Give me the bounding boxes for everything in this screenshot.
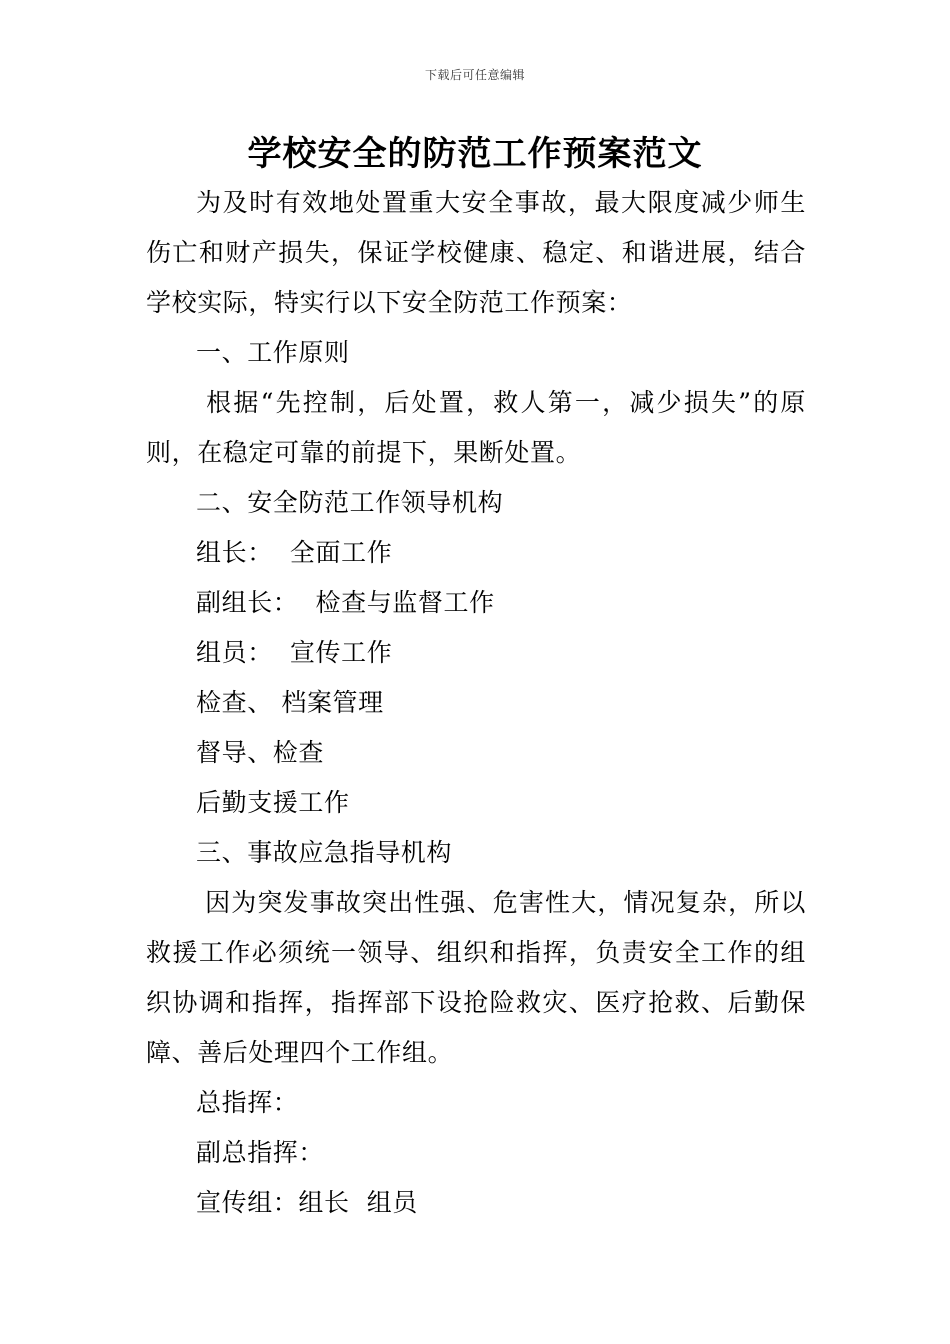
line-leader: 组长： 全面工作 xyxy=(196,538,393,567)
line-deputy-leader: 副组长： 检查与监督工作 xyxy=(196,588,495,617)
line-supervision: 督导、检查 xyxy=(196,738,325,767)
line-members: 组员： 宣传工作 xyxy=(196,638,393,667)
paragraph-intro: 为及时有效地处置重大安全事故，最大限度减少师生伤亡和财产损失，保证学校健康、稳定、和谐进展，结合学校实际，特实行以下安全防范工作预案： xyxy=(146,188,806,317)
header-note: 下载后可任意编辑 xyxy=(424,68,525,82)
paragraph-emergency: 因为突发事故突出性强、危害性大，情况复杂，所以救援工作必须统一领导、组织和指挥，负责安全工作的组织协调和指挥，指挥部下设抢险救灾、医疗抢救、后勤保障、善后处理四个工作组。 xyxy=(146,888,807,1067)
line-publicity-group: 宣传组：组长 组员 xyxy=(196,1188,418,1217)
document-body xyxy=(146,178,806,1228)
section-heading-emergency: 三、事故应急指导机构 xyxy=(196,838,453,867)
section-heading-principles: 一、工作原则 xyxy=(196,338,350,367)
line-inspection: 检查、 档案管理 xyxy=(196,688,384,717)
line-commander: 总指挥： xyxy=(196,1088,299,1117)
paragraph-principles: 根据“先控制，后处置，救人第一，减少损失”的原则，在稳定可靠的前提下，果断处置。 xyxy=(146,388,807,467)
line-deputy-commander: 副总指挥： xyxy=(196,1138,325,1167)
line-logistics: 后勤支援工作 xyxy=(196,788,350,817)
section-heading-leadership: 二、安全防范工作领导机构 xyxy=(196,488,504,517)
document-title: 学校安全的防范工作预案范文 xyxy=(247,134,703,174)
